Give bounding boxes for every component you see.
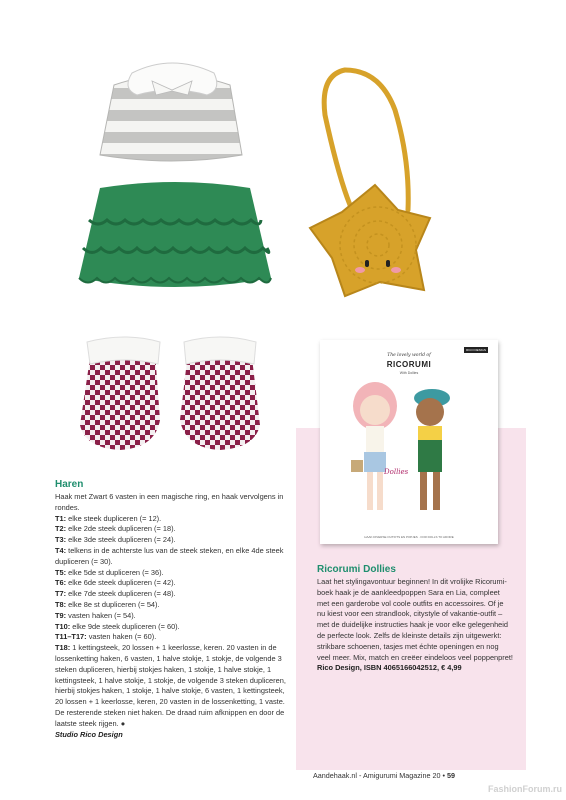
recipe-row: T7: elke 7de steek dupliceren (= 48).	[55, 589, 176, 599]
footer-text: Aandehaak.nl - Amigurumi Magazine 20	[313, 771, 441, 780]
recipe-intro: Haak met Zwart 6 vasten in een magische ring, en haak vervolgens in rondes.	[55, 492, 284, 512]
recipe-section	[55, 478, 287, 740]
end-mark: ●	[120, 718, 126, 728]
book-doll-label: Dollies	[384, 468, 409, 476]
book-info-section	[317, 563, 513, 674]
page-footer	[313, 771, 455, 780]
recipe-credit: Studio Rico Design	[55, 729, 123, 739]
recipe-row: T11–T17: vasten haken (= 60).	[55, 632, 157, 642]
book-title: RICORUMI	[386, 360, 432, 369]
recipe-row: T5: elke 5de st dupliceren (= 36).	[55, 567, 164, 577]
recipe-row: T6: elke 6de steek dupliceren (= 42).	[55, 578, 176, 588]
book-foot-text: HAAK DIVERSE OUTFITS EN POPJES · FOR DOLLS TO ADORE	[364, 535, 454, 539]
recipe-row: T1: elke steek dupliceren (= 12).	[55, 513, 162, 523]
book-cover	[320, 340, 498, 544]
recipe-row: T4: telkens in de achterste lus van de steek steken, en elke 4de steek dupliceren (= 30).	[55, 545, 284, 566]
book-info-title: Ricorumi Dollies	[317, 564, 396, 575]
recipe-row: T3: elke 3de steek dupliceren (= 24).	[55, 535, 176, 545]
crochet-boots-photo	[70, 330, 270, 460]
crochet-bag-photo	[220, 60, 450, 310]
book-info-body: Laat het stylingavontuur beginnen! In dit vrolijke Ricorumi-boek haak je de aankleedpoppen Sara en Lia, compleet met een garderobe vol coole outfits en accessoires. Of je nu kiest voor een strandlook, citystyle of vakantie-outfit – met de duidelijke instructies haak je voor elke gelegenheid de perfecte look. Zelfs de kleinste details zijn uitgewerkt: strikbare schoenen, tasjes met échte openingen en nog veel meer. Mix, match en creëer eindeloos veel poppenpret!	[317, 577, 513, 662]
book-pre-title: The lovely world of	[387, 353, 431, 358]
recipe-row: T9: vasten haken (= 54).	[55, 610, 136, 620]
footer-bullet: •	[442, 771, 445, 780]
recipe-row: T18: 1 kettingsteek, 20 lossen + 1 keerlosse, keren. 20 vasten in de lossenketting haken, 6 vasten, 1 halve stokje, 1 stokje, de volgende 3 steken dupliceren, hierbij stokjes haken, 1 stokje, 1 halve stokje, 1 kettingsteek, 1 halve stokje, 1 stokje, de volgende 3 steken dupliceren, hierbij stokjes haken, 1 stokje, 1 halve stokje, 6 vasten, 1 kettingsteek, 20 lossen + 1 keerlosse, keren, 20 vasten in de lossenketting, 1 vaste. De resterende steken niet haken. De draad ruim afknippen en door de laatste steek rijgen. ●	[55, 643, 286, 728]
book-info-price: Rico Design, ISBN 4065166042512, € 4,99	[317, 663, 462, 673]
book-dolls-illustration	[320, 340, 498, 544]
watermark: FashionForum.ru	[488, 784, 562, 794]
recipe-row: T8: elke 8e st dupliceren (= 54).	[55, 599, 160, 609]
book-subtitle: With Dollies	[399, 371, 419, 375]
recipe-row: T10: elke 9de steek dupliceren (= 60).	[55, 621, 180, 631]
recipe-title: Haren	[55, 479, 84, 490]
page-number: 59	[446, 771, 455, 780]
book-brand: RICO DESIGN	[466, 348, 486, 352]
recipe-row: T2: elke 2de steek dupliceren (= 18).	[55, 524, 176, 534]
